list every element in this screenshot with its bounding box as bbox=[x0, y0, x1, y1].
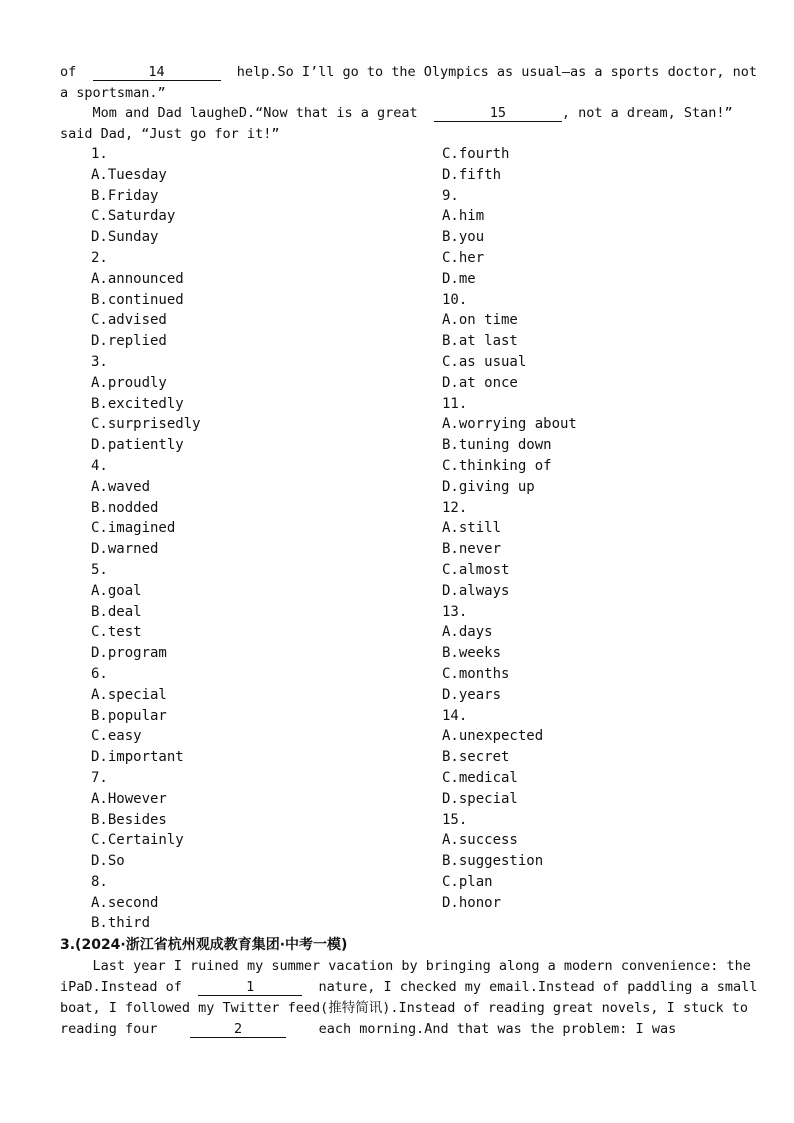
option-line: C.test bbox=[91, 624, 142, 641]
option-line: A.second bbox=[91, 894, 159, 911]
option-line: D.fifth bbox=[442, 166, 502, 183]
passage-text: iPaD.Instead of bbox=[60, 979, 191, 995]
option-line: A.proudly bbox=[91, 374, 167, 391]
section-heading: 3.(2024·浙江省杭州观成教育集团·中考一模) bbox=[60, 937, 348, 953]
option-line: B.nodded bbox=[91, 499, 159, 516]
passage-line-4: said Dad, “Just go for it!” bbox=[60, 126, 280, 142]
options-right-column bbox=[442, 144, 742, 913]
option-line: C.fourth bbox=[442, 146, 510, 162]
option-line: B.Friday bbox=[91, 187, 159, 204]
option-line: A.unexpected bbox=[442, 728, 544, 745]
passage-text: reading four bbox=[60, 1021, 166, 1037]
option-line: C.surprisedly bbox=[91, 416, 201, 433]
blank-1: 1 bbox=[198, 979, 302, 996]
option-line: A.Tuesday bbox=[91, 166, 167, 183]
option-line: B.never bbox=[442, 541, 502, 558]
passage-text: of bbox=[60, 64, 85, 80]
section3-line-1 bbox=[60, 956, 751, 976]
option-line: D.program bbox=[91, 645, 167, 662]
option-line: C.months bbox=[442, 665, 510, 682]
option-line: D.honor bbox=[442, 894, 502, 911]
option-line: C.thinking of bbox=[442, 457, 552, 474]
option-line: B.deal bbox=[91, 603, 142, 620]
option-line: B.continued bbox=[91, 291, 184, 308]
passage-text: Mom and Dad laugheD.“Now that is a great bbox=[92, 105, 426, 121]
option-line: D.always bbox=[442, 582, 510, 599]
option-line: D.So bbox=[91, 853, 125, 870]
passage-text: Last year I ruined my summer vacation by bringing along a modern convenience: the bbox=[92, 958, 751, 974]
option-line: C.imagined bbox=[91, 520, 176, 537]
option-line: D.patiently bbox=[91, 437, 184, 454]
option-line: B.tuning down bbox=[442, 437, 552, 454]
section3-line-4 bbox=[60, 1019, 736, 1039]
option-line: D.years bbox=[442, 686, 502, 703]
option-line: B.at last bbox=[442, 333, 518, 350]
section3-line-2 bbox=[60, 977, 758, 997]
option-line: C.easy bbox=[91, 728, 142, 745]
option-line: 15. bbox=[442, 811, 468, 828]
passage-text: each morning.And that was the problem: I was bbox=[310, 1021, 677, 1037]
passage-text: nature, I checked my email.Instead of paddling a small bbox=[310, 979, 758, 995]
option-line: A.announced bbox=[91, 270, 184, 287]
option-line: A.on time bbox=[442, 312, 518, 329]
option-line: B.excitedly bbox=[91, 395, 184, 412]
option-line: A.However bbox=[91, 790, 167, 807]
option-line: 6. bbox=[91, 665, 108, 682]
option-line: 10. bbox=[442, 291, 468, 308]
blank-15: 15 bbox=[434, 105, 562, 122]
option-line: A.him bbox=[442, 208, 485, 225]
option-line: D.me bbox=[442, 270, 476, 287]
blank-2: 2 bbox=[190, 1021, 286, 1038]
option-line: D.Sunday bbox=[91, 229, 159, 246]
option-line: 14. bbox=[442, 707, 468, 724]
option-line: D.important bbox=[91, 749, 184, 766]
option-line: D.replied bbox=[91, 333, 167, 350]
option-line: B.third bbox=[91, 915, 151, 932]
option-line: D.special bbox=[442, 790, 518, 807]
passage-text: , not a dream, Stan!” bbox=[561, 105, 733, 121]
option-line: D.at once bbox=[442, 374, 518, 391]
option-line: 1. bbox=[91, 146, 108, 162]
option-line: C.Certainly bbox=[91, 832, 184, 849]
option-line: 12. bbox=[442, 499, 468, 516]
option-line: B.suggestion bbox=[442, 853, 544, 870]
option-line: 13. bbox=[442, 603, 468, 620]
option-line: C.her bbox=[442, 249, 485, 266]
section3-line-3: boat, I followed my Twitter feed(推特简讯).Instead of reading great novels, I stuck to bbox=[60, 1000, 748, 1016]
option-line: A.still bbox=[442, 520, 502, 537]
options-left-column bbox=[91, 144, 391, 934]
option-line: C.almost bbox=[442, 561, 510, 578]
option-line: B.you bbox=[442, 229, 485, 246]
option-line: 8. bbox=[91, 873, 108, 890]
option-line: B.weeks bbox=[442, 645, 502, 662]
option-line: C.plan bbox=[442, 873, 493, 890]
option-line: B.Besides bbox=[91, 811, 167, 828]
option-line: A.days bbox=[442, 624, 493, 641]
passage-line-3 bbox=[60, 103, 736, 123]
option-line: 7. bbox=[91, 769, 108, 786]
blank-14: 14 bbox=[93, 64, 221, 81]
option-line: 11. bbox=[442, 395, 468, 412]
option-line: C.advised bbox=[91, 312, 167, 329]
option-line: A.waved bbox=[91, 478, 151, 495]
option-line: 2. bbox=[91, 249, 108, 266]
option-line: A.worrying about bbox=[442, 416, 577, 433]
option-line: D.giving up bbox=[442, 478, 535, 495]
option-line: C.medical bbox=[442, 769, 518, 786]
passage-line-1 bbox=[60, 62, 757, 82]
option-line: C.Saturday bbox=[91, 208, 176, 225]
passage-line-2: a sportsman.” bbox=[60, 85, 166, 101]
option-line: A.special bbox=[91, 686, 167, 703]
option-line: A.success bbox=[442, 832, 518, 849]
option-line: B.secret bbox=[442, 749, 510, 766]
option-line: C.as usual bbox=[442, 353, 527, 370]
option-line: A.goal bbox=[91, 582, 142, 599]
option-line: 5. bbox=[91, 561, 108, 578]
option-line: B.popular bbox=[91, 707, 167, 724]
option-line: 9. bbox=[442, 187, 459, 204]
option-line: 3. bbox=[91, 353, 108, 370]
passage-text: help.So I’ll go to the Olympics as usual—as a sports doctor, not bbox=[228, 64, 757, 80]
option-line: D.warned bbox=[91, 541, 159, 558]
option-line: 4. bbox=[91, 457, 108, 474]
